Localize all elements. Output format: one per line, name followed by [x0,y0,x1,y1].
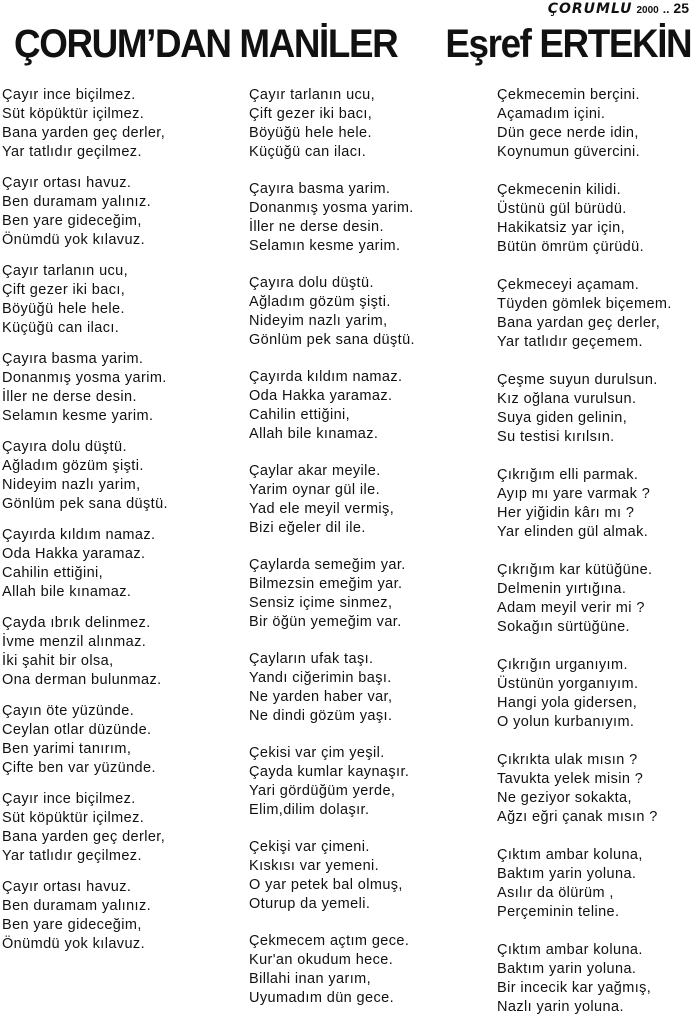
verse-line: Çayırda kıldım namaz. [2,527,156,543]
verse-line: Çayır ortası havuz. [2,175,132,191]
verse-line: Böyüğü hele hele. [249,125,372,141]
mani-stanza [249,180,484,256]
mani-stanza [497,466,695,542]
mani-stanza [2,86,237,162]
mani-stanza [2,526,237,602]
verse-line: Gönlüm pek sana düştü. [2,496,168,512]
verse-line: Cahilin ettiğini, [2,565,104,581]
verse-line: Nazlı yarin yoluna. [497,999,624,1015]
verse-line: Ayıp mı yare varmak ? [497,486,651,502]
verse-line: Yad ele meyil vermiş, [249,501,395,517]
verse-line: Yar tatlıdır geçilmez. [2,144,142,160]
mani-stanza [497,656,695,732]
mani-stanza [249,368,484,444]
verse-line: Asılır da ölürüm , [497,885,614,901]
verse-line: Çift gezer iki bacı, [2,282,126,298]
verse-line: Oda Hakka yaramaz. [2,546,146,562]
verse-line: Her yiğidin kârı mı ? [497,505,635,521]
page-number: 25 [673,0,689,16]
verse-line: Çıktım ambar koluna. [497,942,643,958]
mani-stanza [497,371,695,447]
verse-line: Nideyim nazlı yarim, [2,477,141,493]
verse-line: Çayıra basma yarim. [249,181,391,197]
verse-line: Baktım yarin yoluna. [497,866,637,882]
mani-stanza [497,181,695,257]
mani-stanza [2,262,237,338]
mani-stanza [2,878,237,954]
verse-line: Yar tatlıdır geçilmez. [2,848,142,864]
mani-stanza [2,614,237,690]
verse-line: Allah bile kınamaz. [249,426,379,442]
verse-line: Yarim oynar gül ile. [249,482,381,498]
mani-stanza [497,751,695,827]
verse-line: Açamadım içini. [497,106,606,122]
verse-line: Kur'an okudum hece. [249,952,394,968]
verse-line: Yandı ciğerimin başı. [249,670,392,686]
verse-line: İki şahit bir olsa, [2,653,114,669]
verse-line: Yar elinden gül almak. [497,524,649,540]
verse-line: Allah bile kınamaz. [2,584,132,600]
mani-stanza [497,846,695,922]
verse-line: İller ne derse desin. [2,389,137,405]
masthead-separator: .. [662,2,670,16]
verse-line: Çeşme suyun durulsun. [497,372,658,388]
verse-line: Çayıra dolu düştü. [249,275,374,291]
verse-line: Ağladım gözüm şişti. [2,458,144,474]
verse-line: Çekmeceyi açamam. [497,277,640,293]
verse-line: Suya giden gelinin, [497,410,628,426]
verse-line: Ona derman bulunmaz. [2,672,162,688]
mani-stanza [497,561,695,637]
verse-line: Koynumun güvercini. [497,144,641,160]
verse-line: Yari gördüğüm yerde, [249,783,396,799]
verse-line: Çıkrığım kar kütüğüne. [497,562,653,578]
verse-line: Çıktım ambar koluna, [497,847,643,863]
verse-line: Bana yarden geç derler, [2,829,166,845]
verse-line: Çekisi var çim yeşil. [249,745,385,761]
verse-line: Çayırda kıldım namaz. [249,369,403,385]
verse-line: O yolun kurbanıyım. [497,714,635,730]
article-author: Eşref ERTEKİN [445,22,691,66]
verse-line: Küçüğü can ilacı. [2,320,120,336]
mani-stanza [249,838,484,914]
verse-line: Süt köpüktür içilmez. [2,810,145,826]
mani-stanza [249,650,484,726]
verse-line: Çaylar akar meyile. [249,463,381,479]
verse-line: Üstünün yorganıyım. [497,676,639,692]
article-header [0,22,695,72]
verse-line: Bir öğün yemeğim var. [249,614,402,630]
mani-stanza [2,790,237,866]
verse-line: Ağzı eğri çanak mısın ? [497,809,658,825]
verse-line: Kız oğlana vurulsun. [497,391,637,407]
verse-line: Su testisi kırılsın. [497,429,615,445]
column-3 [497,86,695,1036]
verse-line: İller ne derse desin. [249,219,384,235]
verse-line: Ben yarimi tanırım, [2,741,132,757]
verse-line: Çekişi var çimeni. [249,839,370,855]
verse-line: Çıkrıkta ulak mısın ? [497,752,638,768]
verse-line: Dün gece nerde idin, [497,125,639,141]
verse-line: İvme menzil alınmaz. [2,634,147,650]
verse-line: Üstünü gül bürüdü. [497,201,627,217]
verse-line: Ben yare gideceğim, [2,917,142,933]
verse-line: Süt köpüktür içilmez. [2,106,145,122]
verse-line: Selamın kesme yarim. [249,238,401,254]
verse-line: Ben duramam yalınız. [2,194,152,210]
verse-line: Çayır ince biçilmez. [2,791,136,807]
poem-columns [0,86,695,1015]
verse-line: Ne geziyor sokakta, [497,790,632,806]
verse-line: Çayda ıbrık delinmez. [2,615,151,631]
column-2 [249,86,484,1026]
verse-line: Çayır ortası havuz. [2,879,132,895]
mani-stanza [497,276,695,352]
verse-line: Bütün ömrüm çürüdü. [497,239,645,255]
verse-line: Donanmış yosma yarim. [249,200,414,216]
verse-line: Hangi yola gidersen, [497,695,638,711]
column-1 [2,86,237,966]
mani-stanza [249,462,484,538]
verse-line: Çekmecem açtım gece. [249,933,410,949]
verse-line: Çayıra basma yarim. [2,351,144,367]
verse-line: Adam meyil verir mi ? [497,600,645,616]
verse-line: Billahi inan yarım, [249,971,372,987]
verse-line: Ağladım gözüm şişti. [249,294,391,310]
verse-line: Ceylan otlar düzünde. [2,722,152,738]
masthead-year: 2000 [636,5,659,16]
verse-line: Çayın öte yüzünde. [2,703,135,719]
verse-line: Kıskısı var yemeni. [249,858,380,874]
verse-line: Oda Hakka yaramaz. [249,388,393,404]
verse-line: Çıkrığın urganıyım. [497,657,628,673]
verse-line: Çift gezer iki bacı, [249,106,373,122]
mani-stanza [249,744,484,820]
verse-line: Bana yardan geç derler, [497,315,661,331]
verse-line: Çekmecenin kilidi. [497,182,622,198]
mani-stanza [497,941,695,1017]
mani-stanza [2,438,237,514]
verse-line: Uyumadım dün gece. [249,990,395,1006]
mani-stanza [2,174,237,250]
mani-stanza [249,86,484,162]
verse-line: Küçüğü can ilacı. [249,144,367,160]
verse-line: Selamın kesme yarim. [2,408,154,424]
verse-line: Çıkrığım elli parmak. [497,467,639,483]
verse-line: Baktım yarin yoluna. [497,961,637,977]
verse-line: Delmenin yırtığına. [497,581,627,597]
masthead-brand: ÇORUMLU [547,1,633,17]
verse-line: Hakikatsiz yar için, [497,220,626,236]
verse-line: Elim,dilim dolaşır. [249,802,370,818]
verse-line: Donanmış yosma yarim. [2,370,167,386]
verse-line: Ben yare gideceğim, [2,213,142,229]
mani-stanza [249,274,484,350]
verse-line: Önümdü yok kılavuz. [2,936,145,952]
verse-line: Önümdü yok kılavuz. [2,232,145,248]
masthead [548,0,689,20]
verse-line: Çayır tarlanın ucu, [2,263,129,279]
verse-line: Tüyden gömlek biçemem. [497,296,672,312]
verse-line: Oturup da yemeli. [249,896,371,912]
verse-line: Sensiz içime sinmez, [249,595,393,611]
verse-line: Çayların ufak taşı. [249,651,374,667]
verse-line: Bilmezsin emeğim yar. [249,576,403,592]
mani-stanza [497,86,695,162]
verse-line: Böyüğü hele hele. [2,301,125,317]
verse-line: Cahilin ettiğini, [249,407,351,423]
verse-line: Ne dindi gözüm yaşı. [249,708,393,724]
verse-line: Perçeminin teline. [497,904,620,920]
verse-line: Nideyim nazlı yarim, [249,313,388,329]
verse-line: Bana yarden geç derler, [2,125,166,141]
verse-line: Yar tatlıdır geçemem. [497,334,643,350]
verse-line: O yar petek bal olmuş, [249,877,403,893]
verse-line: Bizi eğeler dil ile. [249,520,366,536]
article-title: ÇORUM’DAN MANİLER [14,22,398,66]
verse-line: Çekmecemin berçini. [497,87,640,103]
mani-stanza [2,702,237,778]
verse-line: Çifte ben var yüzünde. [2,760,156,776]
verse-line: Çayır ince biçilmez. [2,87,136,103]
verse-line: Çayır tarlanın ucu, [249,87,376,103]
mani-stanza [2,350,237,426]
verse-line: Çayıra dolu düştü. [2,439,127,455]
verse-line: Ben duramam yalınız. [2,898,152,914]
verse-line: Çayda kumlar kaynaşır. [249,764,410,780]
verse-line: Ne yarden haber var, [249,689,393,705]
mani-stanza [249,932,484,1008]
verse-line: Gönlüm pek sana düştü. [249,332,415,348]
verse-line: Bir incecik kar yağmış, [497,980,652,996]
verse-line: Sokağın sürtüğüne. [497,619,630,635]
verse-line: Tavukta yelek misin ? [497,771,644,787]
mani-stanza [249,556,484,632]
verse-line: Çaylarda semeğim yar. [249,557,406,573]
